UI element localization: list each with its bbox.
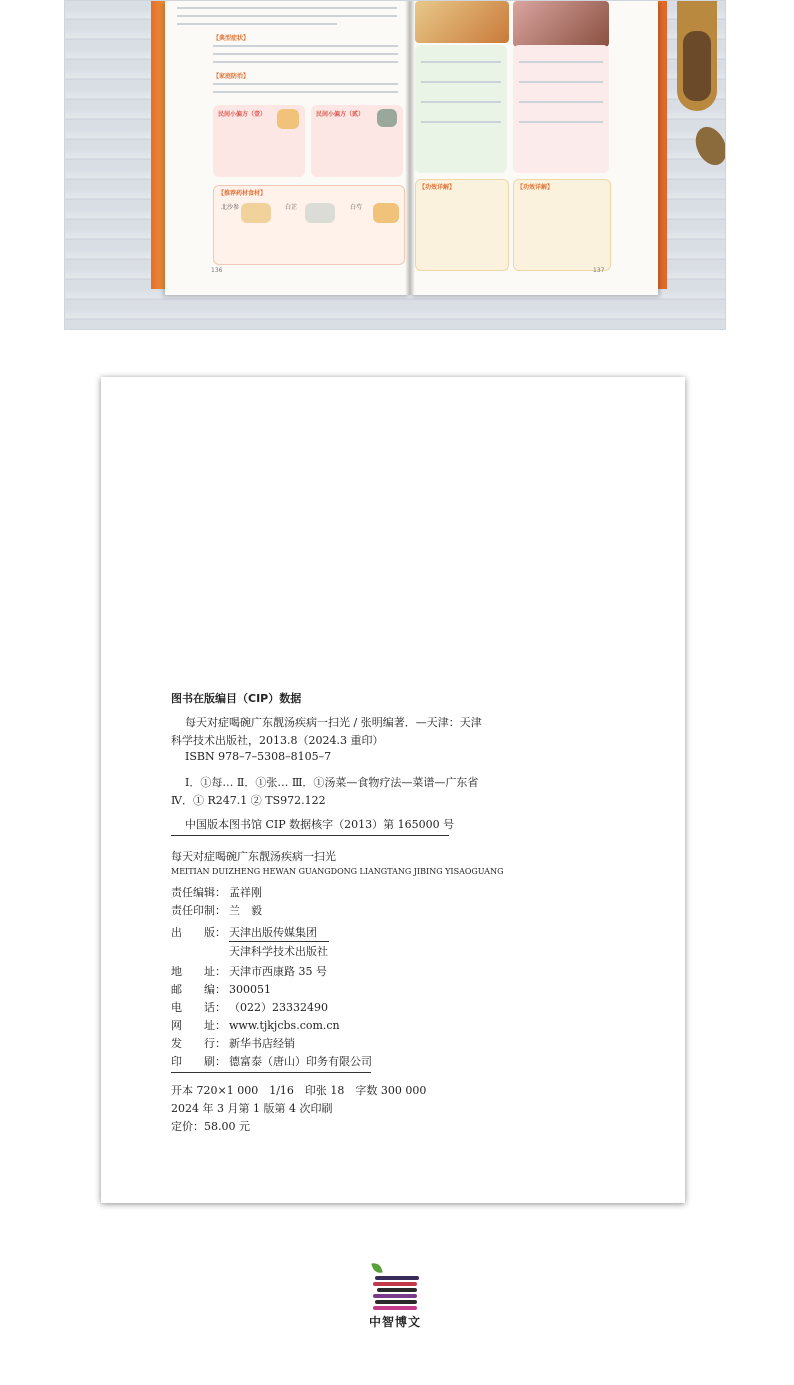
text-line	[213, 83, 398, 85]
editor-label: 责任编辑：	[171, 886, 226, 899]
printer-label: 印 刷：	[171, 1055, 226, 1068]
dried-nut	[690, 122, 726, 170]
recommended-herbs-box	[213, 185, 405, 265]
cip-heading: 图书在版编目（CIP）数据	[171, 692, 302, 705]
text-line	[213, 53, 398, 55]
book-stack-icon	[377, 1288, 417, 1292]
distributor-value: 新华书店经销	[229, 1037, 295, 1050]
book-cover-right	[657, 1, 667, 289]
website-label: 网 址：	[171, 1019, 226, 1032]
food-photo-2	[513, 1, 609, 47]
distributor-label: 发 行：	[171, 1037, 226, 1050]
text-line	[421, 101, 501, 103]
website-value: www.tjkjcbs.com.cn	[229, 1019, 340, 1032]
printer-value: 德富泰（唐山）印务有限公司	[229, 1055, 372, 1068]
remedy-title-1: 民间小偏方（壹）	[218, 111, 267, 118]
text-line	[213, 91, 398, 93]
publisher-label: 出 版：	[171, 926, 226, 939]
print-manager-value: 兰 毅	[229, 904, 262, 917]
divider	[171, 1072, 371, 1073]
herb-image	[373, 203, 399, 223]
label-recommended: 【推荐药材食材】	[218, 190, 267, 197]
book-stack-icon	[373, 1282, 417, 1286]
publisher-divider	[229, 941, 329, 942]
edition-info: 2024 年 3 月第 1 版第 4 次印刷	[171, 1102, 333, 1115]
cip-classification-2: Ⅳ．① R247.1 ② TS972.122	[171, 794, 326, 807]
address-label: 地 址：	[171, 965, 226, 978]
address-value: 天津市西康路 35 号	[229, 965, 327, 978]
print-manager-label: 责任印制：	[171, 904, 226, 917]
effect-box-1	[415, 179, 509, 271]
herb-image	[305, 203, 335, 223]
editor-value: 孟祥刚	[229, 886, 262, 899]
book-stack-icon	[373, 1306, 417, 1310]
book-stack-icon	[375, 1276, 419, 1280]
recipe-box-2	[513, 45, 609, 173]
text-line	[213, 45, 398, 47]
text-line	[213, 61, 398, 63]
editor-row	[171, 884, 262, 900]
text-line	[519, 101, 603, 103]
print-manager-row	[171, 902, 262, 918]
label-symptoms: 【典型症状】	[213, 35, 250, 42]
distributor-row	[171, 1035, 295, 1051]
postcode-row	[171, 981, 271, 997]
herb-image	[377, 109, 397, 127]
page-number-left: 136	[211, 267, 223, 274]
book-spread-photo	[64, 0, 726, 330]
website-row	[171, 1017, 340, 1033]
book-title: 每天对症喝碗广东靓汤疾病一扫光	[171, 850, 336, 863]
text-line	[177, 15, 397, 17]
postcode-value: 300051	[229, 983, 271, 996]
cip-classification-1: Ⅰ．①每… Ⅱ．①张… Ⅲ．①汤菜—食物疗法—菜谱—广东省	[185, 776, 479, 789]
cip-verification: 中国版本图书馆 CIP 数据核字（2013）第 165000 号	[185, 818, 455, 831]
food-photo-1	[415, 1, 509, 43]
label-effect-2: 【功效详解】	[517, 184, 554, 191]
phone-row	[171, 999, 328, 1015]
price: 定价：58.00 元	[171, 1120, 250, 1133]
label-prevention: 【家庭防治】	[213, 73, 250, 80]
cip-publisher-line: 科学技术出版社，2013.8（2024.3 重印）	[171, 734, 384, 747]
text-line	[177, 23, 337, 25]
herb-name-2: 白芷	[285, 204, 298, 211]
dried-herbs	[683, 31, 711, 101]
text-line	[421, 81, 501, 83]
text-line	[421, 121, 501, 123]
postcode-label: 邮 编：	[171, 983, 226, 996]
publisher-row	[171, 924, 471, 964]
printer-row	[171, 1053, 372, 1069]
address-row	[171, 963, 327, 979]
leaf-icon	[371, 1261, 383, 1275]
phone-value: （022）23332490	[229, 1001, 328, 1014]
text-line	[421, 61, 501, 63]
publisher-house: 天津科学技术出版社	[229, 945, 328, 958]
book-stack-icon	[373, 1294, 417, 1298]
page-number-right: 137	[593, 267, 605, 274]
recipe-box-1	[415, 45, 507, 173]
herb-image	[241, 203, 271, 223]
herb-name-1: 北沙参	[221, 204, 240, 211]
book-stack-icon	[375, 1300, 417, 1304]
herb-image	[277, 109, 299, 129]
herb-name-3: 白芍	[350, 204, 363, 211]
cip-title-line: 每天对症喝碗广东靓汤疾病一扫光 / 张明编著．—天津：天津	[185, 716, 482, 729]
effect-box-2	[513, 179, 611, 271]
book-title-pinyin: MEITIAN DUIZHENG HEWAN GUANGDONG LIANGTANG JIBING YISAOGUANG	[171, 867, 504, 876]
copyright-page	[101, 377, 685, 1203]
book-spine	[405, 1, 415, 295]
text-line	[519, 121, 603, 123]
logo-name: 中智博文	[369, 1315, 422, 1329]
publisher-group: 天津出版传媒集团	[229, 926, 317, 939]
label-effect-1: 【功效详解】	[419, 184, 456, 191]
publisher-logo	[367, 1262, 427, 1328]
text-line	[177, 7, 397, 9]
remedy-title-2: 民间小偏方（贰）	[316, 111, 365, 118]
divider	[171, 835, 449, 836]
text-line	[519, 61, 603, 63]
cip-isbn: ISBN 978–7–5308–8105–7	[185, 750, 332, 763]
text-line	[519, 81, 603, 83]
phone-label: 电 话：	[171, 1001, 226, 1014]
format-info: 开本 720×1 000 1/16 印张 18 字数 300 000	[171, 1084, 427, 1097]
